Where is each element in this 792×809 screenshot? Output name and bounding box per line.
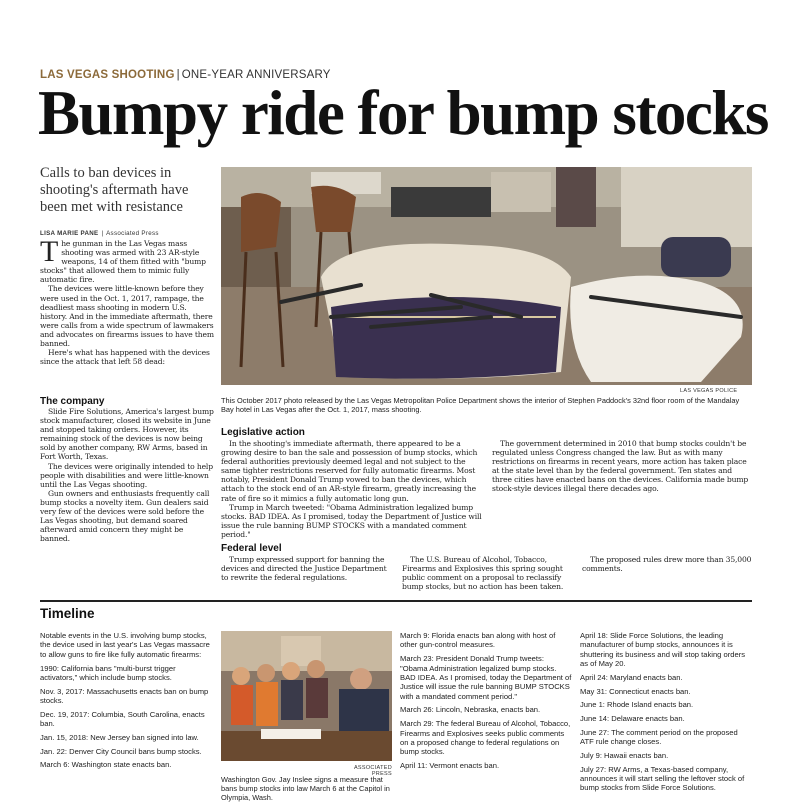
company-paragraph-2: The devices were originally intended to help people with disabilities and were little-known until the Las Vegas shooting. bbox=[40, 461, 213, 489]
timeline-column-4 bbox=[580, 631, 752, 797]
legislative-paragraph-3: The government determined in 2010 that bump stocks couldn't be regulated unless Congress changed the law. But as with many restrictions on firearms in recent years, more action has taken place at the state level than by the federal government. Ten states and three cities have enacted bans on the devices. California made bump stock-style devices illegal there decades ago. bbox=[492, 439, 749, 494]
intro-paragraph-1: The gunman in the Las Vegas mass shooting was armed with 23 AR-style weapons, 14 of them fitted with "bump stocks" that allowed them to mimic fully automatic fire. bbox=[40, 235, 206, 285]
timeline-entry: May 31: Connecticut enacts ban. bbox=[580, 686, 691, 696]
hotel-room-image bbox=[221, 167, 752, 385]
byline: LISA MARIE PANE | Associated Press bbox=[40, 230, 159, 237]
company-section bbox=[40, 407, 214, 543]
timeline-photo-credit: ASSOCIATED PRESS bbox=[353, 765, 392, 777]
timeline-entry: Jan. 15, 2018: New Jersey ban signed into law. bbox=[40, 732, 199, 742]
timeline-entry: Nov. 3, 2017: Massachusetts enacts ban on bump stocks. bbox=[40, 686, 209, 706]
company-paragraph-1: Slide Fire Solutions, America's largest bump stock manufacturer, closed its website in June and stopped taking orders. However, its remaining stock of the devices is now being sold by another company, RW Arms, based in Fort Worth, Texas. bbox=[40, 407, 214, 462]
timeline-entry: March 26: Lincoln, Nebraska, enacts ban. bbox=[400, 705, 541, 715]
article-column-left bbox=[40, 235, 214, 367]
timeline-entry: March 23: President Donald Trump tweets: "Obama Administration legalized bump stocks. BAD IDEA. As I promised, today the Department of Justice will issue the rule banning BUMP STOCKS with a mandated comment period." bbox=[400, 654, 572, 701]
timeline-entry: March 6: Washington state enacts ban. bbox=[40, 760, 172, 770]
timeline-entry: March 29: The federal Bureau of Alcohol, Tobacco, Firearms and Explosives seeks public comments on a proposed change to federal regulations on bump stocks. bbox=[400, 719, 571, 757]
federal-paragraph-2: The U.S. Bureau of Alcohol, Tobacco, Firearms and Explosives this spring sought public comment on a proposal to reclassify bump stocks, but no action has been taken. bbox=[402, 555, 564, 592]
timeline-entry: June 27: The comment period on the proposed ATF rule change closes. bbox=[580, 727, 738, 747]
timeline-entry: Jan. 22: Denver City Council bans bump stocks. bbox=[40, 746, 202, 756]
timeline-photo-caption: Washington Gov. Jay Inslee signs a measure that bans bump stocks into law March 6 at the Capitol in Olympia, Wash. bbox=[221, 775, 390, 802]
timeline-intro: Notable events in the U.S. involving bump stocks, the device used in last year's Las Vegas massacre to allow guns to fire like fully automatic firearms: bbox=[40, 631, 210, 659]
timeline-entry: 1990: California bans "multi-burst trigger activators," which include bump stocks. bbox=[40, 663, 176, 682]
subhead-legislative: Legislative action bbox=[221, 427, 305, 438]
deck-subheadline: Calls to ban devices in shooting's aftermath have been met with resistance bbox=[40, 165, 189, 215]
timeline-entry: April 18: Slide Force Solutions, the leading manufacturer of bump stocks, announces it is shuttering its business and will stop taking orders as of May 20. bbox=[580, 631, 746, 669]
timeline-column-1 bbox=[40, 631, 212, 774]
federal-col-c bbox=[582, 555, 752, 573]
byline-name: LISA MARIE PANE bbox=[40, 230, 99, 237]
federal-col-a bbox=[221, 555, 393, 582]
governor-signing-image bbox=[221, 631, 392, 761]
company-paragraph-3: Gun owners and enthusiasts frequently call bump stocks a novelty item. Gun dealers said very few of the devices were sold before the Las Vegas shooting, but demand soared afterward amid concern they might be banned. bbox=[40, 488, 210, 544]
drop-cap: T bbox=[40, 235, 59, 268]
timeline-entry: July 27: RW Arms, a Texas-based company, announces it will start selling the leftover stock of bump stocks from Slide Force Solutions. bbox=[580, 764, 745, 793]
section-divider bbox=[40, 600, 752, 602]
bill-signing-photo bbox=[221, 631, 392, 761]
timeline-entry: April 24: Maryland enacts ban. bbox=[580, 672, 683, 682]
timeline-entry: March 9: Florida enacts ban along with host of other gun-control measures. bbox=[400, 631, 556, 650]
section-label: LAS VEGAS SHOOTING bbox=[40, 69, 175, 81]
timeline-entry: June 14: Delaware enacts ban. bbox=[580, 714, 685, 724]
timeline-heading: Timeline bbox=[40, 606, 95, 621]
byline-agency: Associated Press bbox=[106, 230, 159, 237]
crime-scene-photo bbox=[221, 167, 752, 385]
headline: Bumpy ride for bump stocks bbox=[38, 78, 768, 148]
timeline-column-3 bbox=[400, 631, 572, 775]
legislative-col-b bbox=[492, 439, 752, 494]
intro-paragraph-3: Here's what has happened with the devices since the attack that left 58 dead: bbox=[40, 348, 210, 367]
photo-credit: LAS VEGAS POLICE bbox=[680, 388, 738, 394]
legislative-paragraph-1: In the shooting's immediate aftermath, there appeared to be a growing desire to ban the sale and possession of bump stocks, which federal authorities previously deemed legal and not subject to the same tighter restrictions reserved for fully automatic firearms. Most notably, President Donald Trump vowed to ban the devices, which attach to the stock end of an AR-style firearm, greatly increasing the rate of fire so it mimics a fully automatic long gun. bbox=[221, 439, 478, 503]
kicker-tag: ONE-YEAR ANNIVERSARY bbox=[181, 69, 331, 81]
timeline-entry: Dec. 19, 2017: Columbia, South Carolina, enacts ban. bbox=[40, 709, 205, 729]
photo-caption: This October 2017 photo released by the Las Vegas Metropolitan Police Department shows the interior of Stephen Paddock's 32nd floor room of the Mandalay Bay hotel in Las Vegas after the Oct. 1, 2017, mass shooting. bbox=[221, 396, 740, 414]
legislative-col-a bbox=[221, 439, 483, 539]
legislative-paragraph-2: Trump in March tweeted: "Obama Administration legalized bump stocks. BAD IDEA. As I promised, today the Department of Justice will issue the rule banning BUMP STOCKS with a mandated comment period." bbox=[221, 502, 482, 539]
subhead-federal: Federal level bbox=[221, 543, 282, 554]
federal-paragraph-3: The proposed rules drew more than 35,000 comments. bbox=[582, 555, 752, 574]
federal-col-b bbox=[402, 555, 574, 591]
timeline-entry: April 11: Vermont enacts ban. bbox=[400, 761, 500, 771]
timeline-entry: June 1: Rhode Island enacts ban. bbox=[580, 700, 694, 710]
federal-paragraph-1: Trump expressed support for banning the devices and directed the Justice Department to rewrite the federal regulations. bbox=[221, 555, 387, 583]
kicker-separator: | bbox=[176, 69, 180, 81]
intro-paragraph-2: The devices were little-known before they were used in the Oct. 1, 2017, rampage, the deadliest mass shooting in modern U.S. history. And in the immediate aftermath, there were calls from a wide spectrum of lawmakers and advocates on firearms issues to have them banned. bbox=[40, 284, 214, 349]
subhead-company: The company bbox=[40, 396, 105, 407]
timeline-entry: July 9: Hawaii enacts ban. bbox=[580, 750, 669, 760]
